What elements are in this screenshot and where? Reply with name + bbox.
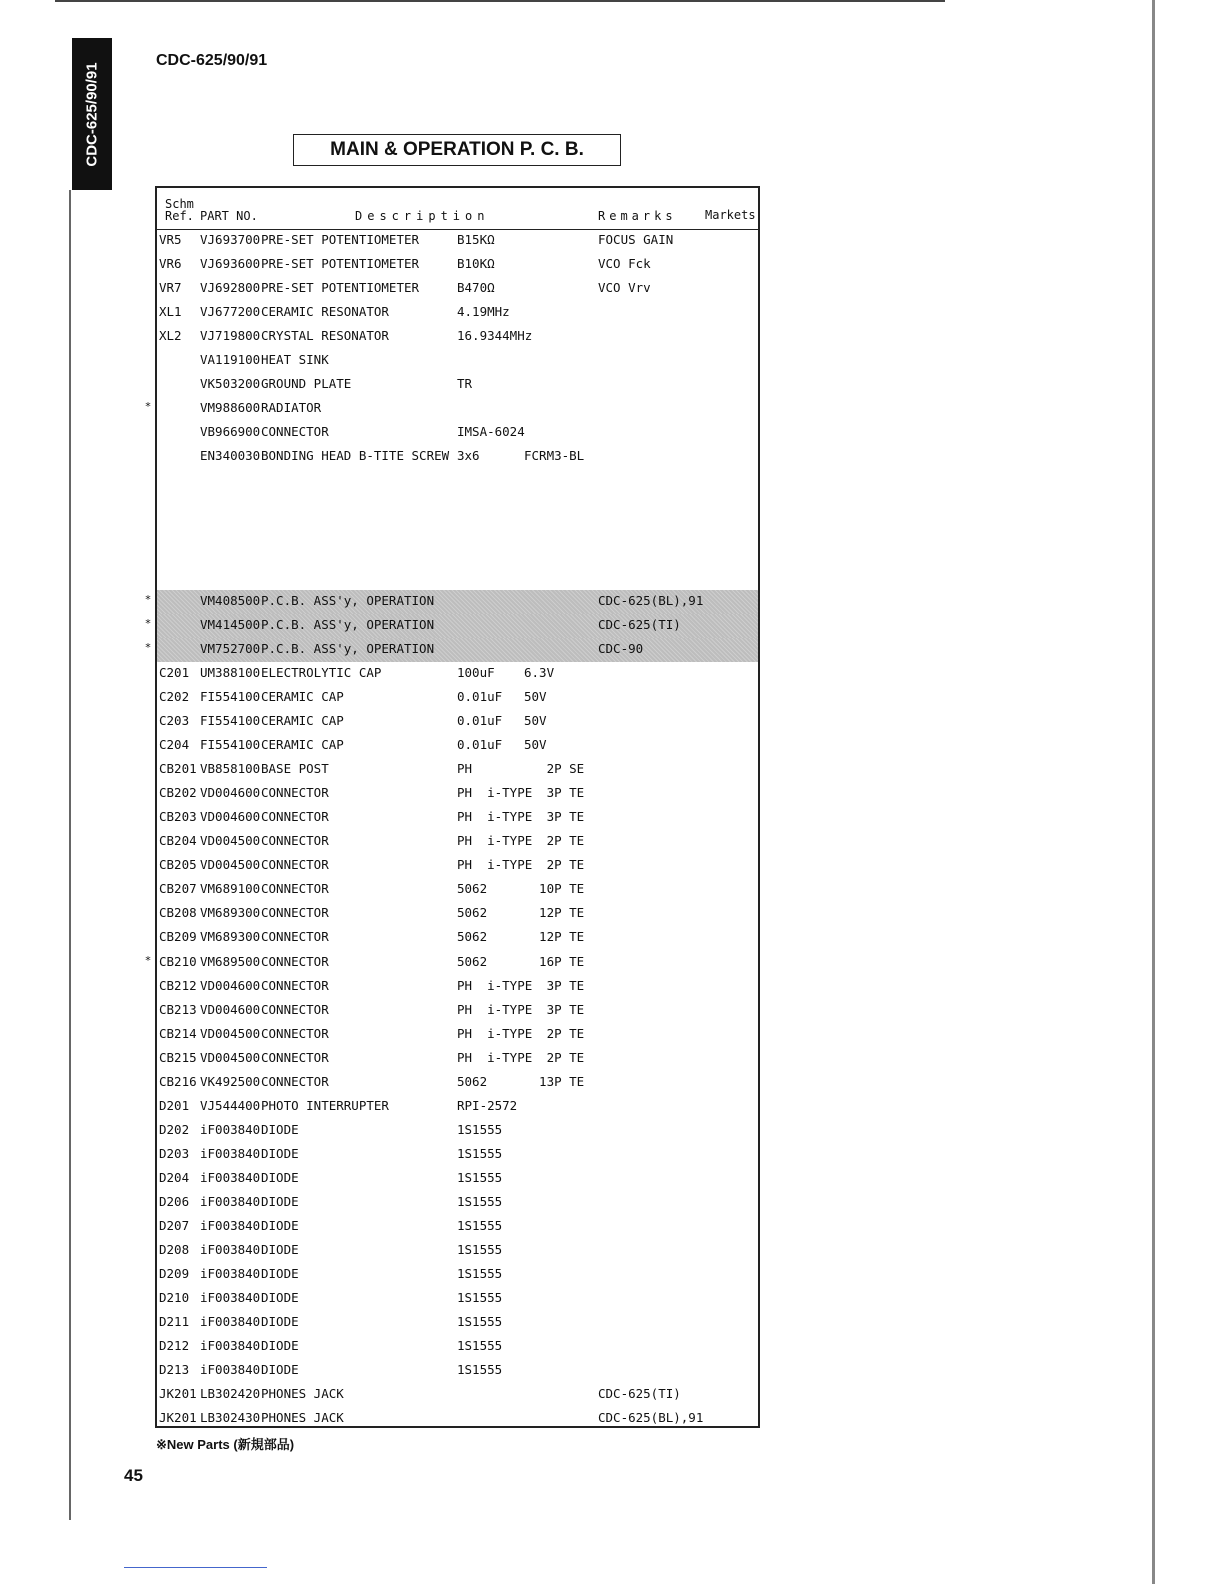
- cell-part-no: VM988600: [200, 400, 261, 416]
- cell-ref-no: D204: [159, 1169, 190, 1185]
- cell-description: DIODE: [261, 1314, 299, 1330]
- cell-description: CERAMIC CAP: [261, 713, 344, 728]
- cell-description: CONNECTOR: [261, 833, 329, 849]
- cell-part-no: VD004500: [200, 1049, 261, 1065]
- cell-spec: 1S1555: [457, 1218, 503, 1234]
- cell-part-no: iF003840: [200, 1314, 261, 1330]
- cell-remarks: CDC-625(BL),91: [598, 592, 704, 608]
- cell-spec: 100uF: [457, 664, 495, 680]
- table-row: [157, 349, 758, 373]
- cell-part-no: iF003840: [200, 1218, 261, 1234]
- cell-spec: 5062: [457, 929, 488, 945]
- cell-part-no: iF003840: [200, 1338, 261, 1354]
- table-row: [157, 1191, 758, 1215]
- cell-part-no: VD004600: [200, 785, 261, 801]
- cell-spec: B15KΩ: [457, 232, 495, 247]
- cell-part-no: iF003840: [200, 1290, 261, 1306]
- cell-part-no: VK492500: [200, 1073, 261, 1089]
- cell-part-no: VD004500: [200, 833, 261, 849]
- table-header: [157, 188, 758, 230]
- cell-spec-extra: 3P TE: [524, 1001, 585, 1017]
- cell-spec: IMSA-6024: [457, 424, 525, 440]
- cell-spec: 0.01uF: [457, 737, 503, 753]
- cell-remarks: FOCUS GAIN: [598, 232, 674, 247]
- cell-description: ELECTROLYTIC CAP: [261, 664, 382, 680]
- cell-spec: B470Ω: [457, 280, 495, 296]
- cell-description: CONNECTOR: [261, 785, 329, 801]
- cell-description: DIODE: [261, 1121, 299, 1137]
- cell-description: RADIATOR: [261, 400, 322, 416]
- table-row: [157, 638, 758, 662]
- cell-ref-no: D212: [159, 1338, 190, 1354]
- cell-spec-extra: 12P TE: [524, 929, 585, 945]
- cell-ref-no: CB209: [159, 929, 197, 945]
- table-row: [157, 470, 758, 494]
- cell-ref-no: CB202: [159, 785, 197, 801]
- cell-ref-no: CB213: [159, 1001, 197, 1017]
- cell-spec: RPI-2572: [457, 1097, 518, 1113]
- table-row: [157, 902, 758, 926]
- cell-ref-no: D209: [159, 1266, 190, 1282]
- cell-spec-extra: 13P TE: [524, 1073, 585, 1089]
- cell-spec: 1S1555: [457, 1338, 503, 1354]
- cell-spec: 5062: [457, 881, 488, 897]
- cell-ref-no: JK201: [159, 1410, 197, 1426]
- cell-ref-no: C204: [159, 737, 190, 753]
- table-row: [157, 1167, 758, 1191]
- cell-description: CONNECTOR: [261, 881, 329, 897]
- cell-part-no: VD004600: [200, 809, 261, 825]
- table-row: [157, 710, 758, 734]
- table-row: [157, 830, 758, 854]
- table-row: [157, 1335, 758, 1359]
- scan-edge-right: [1152, 0, 1155, 1584]
- cell-ref-no: CB208: [159, 905, 197, 921]
- cell-part-no: VK503200: [200, 376, 261, 392]
- table-row: [157, 542, 758, 566]
- table-row: [157, 494, 758, 518]
- table-row: [157, 662, 758, 686]
- cell-description: CONNECTOR: [261, 809, 329, 825]
- cell-ref-no: CB215: [159, 1049, 197, 1065]
- cell-remarks: CDC-625(BL),91: [598, 1410, 704, 1426]
- table-row: [157, 1239, 758, 1263]
- cell-spec-extra: 16P TE: [524, 953, 585, 969]
- cell-part-no: VM414500: [200, 616, 261, 632]
- cell-spec: 0.01uF: [457, 713, 503, 728]
- table-row: [157, 373, 758, 397]
- footnote: ※New Parts (新規部品): [156, 1437, 295, 1452]
- cell-part-no: VM408500: [200, 592, 261, 608]
- cell-spec-extra: 50V: [524, 713, 547, 728]
- cell-part-no: VJ719800: [200, 328, 261, 344]
- cell-ref-no: D201: [159, 1097, 190, 1113]
- cell-description: GROUND PLATE: [261, 376, 352, 392]
- cell-ref-no: D206: [159, 1194, 190, 1209]
- table-row: [157, 614, 758, 638]
- cell-spec-extra: 2P TE: [524, 857, 585, 873]
- cell-spec: 1S1555: [457, 1121, 503, 1137]
- cell-part-no: VJ544400: [200, 1097, 261, 1113]
- cell-description: DIODE: [261, 1290, 299, 1306]
- cell-spec-extra: 10P TE: [524, 881, 585, 897]
- cell-description: CERAMIC CAP: [261, 688, 344, 704]
- cell-description: BASE POST: [261, 761, 329, 777]
- cell-ref-no: C202: [159, 688, 190, 704]
- new-part-marker: *: [145, 640, 151, 654]
- table-row: [157, 854, 758, 878]
- parts-table: [155, 186, 760, 1428]
- cell-part-no: VM689500: [200, 953, 261, 969]
- cell-description: PRE-SET POTENTIOMETER: [261, 280, 420, 296]
- cell-spec-extra: 2P TE: [524, 833, 585, 849]
- header-schm-ref: [165, 198, 194, 222]
- cell-spec: TR: [457, 376, 473, 392]
- cell-ref-no: CB203: [159, 809, 197, 825]
- table-row: [157, 1047, 758, 1071]
- cell-spec: PH i-TYPE: [457, 857, 533, 873]
- cell-part-no: FI554100: [200, 737, 261, 753]
- side-tab-label: CDC-625/90/91: [83, 61, 101, 167]
- table-row: [157, 1071, 758, 1095]
- cell-spec: PH i-TYPE: [457, 1001, 533, 1017]
- cell-remarks: CDC-90: [598, 640, 644, 656]
- cell-description: PRE-SET POTENTIOMETER: [261, 256, 420, 272]
- cell-ref-no: VR6: [159, 256, 182, 272]
- table-row: [157, 1311, 758, 1335]
- cell-description: DIODE: [261, 1338, 299, 1354]
- cell-ref-no: CB216: [159, 1073, 197, 1089]
- cell-ref-no: CB201: [159, 761, 197, 777]
- cell-ref-no: C203: [159, 713, 190, 728]
- cell-spec: 1S1555: [457, 1314, 503, 1330]
- table-row: [157, 325, 758, 349]
- cell-ref-no: VR7: [159, 280, 182, 296]
- header-markets: Markets: [705, 208, 756, 222]
- cell-ref-no: CB212: [159, 977, 197, 993]
- header-schm: Schm: [165, 197, 194, 211]
- cell-spec: 1S1555: [457, 1194, 503, 1209]
- cell-part-no: VM752700: [200, 640, 261, 656]
- table-row: [157, 1287, 758, 1311]
- cell-description: PHONES JACK: [261, 1386, 344, 1402]
- cell-ref-no: VR5: [159, 232, 182, 247]
- cell-spec: PH i-TYPE: [457, 1049, 533, 1065]
- table-row: [157, 590, 758, 614]
- cell-description: CONNECTOR: [261, 857, 329, 873]
- cell-spec: PH i-TYPE: [457, 833, 533, 849]
- cell-description: CONNECTOR: [261, 424, 329, 440]
- cell-spec: 1S1555: [457, 1362, 503, 1378]
- page-number: 45: [124, 1466, 143, 1485]
- cell-description: PRE-SET POTENTIOMETER: [261, 232, 420, 247]
- cell-remarks: VCO Vrv: [598, 280, 651, 296]
- new-part-marker: *: [145, 400, 151, 414]
- cell-description: CERAMIC RESONATOR: [261, 304, 389, 320]
- cell-ref-no: CB207: [159, 881, 197, 897]
- cell-part-no: VJ693600: [200, 256, 261, 272]
- cell-description: DIODE: [261, 1169, 299, 1185]
- cell-spec: 0.01uF: [457, 688, 503, 704]
- cell-spec-extra: 3P TE: [524, 809, 585, 825]
- cell-spec-extra: 3P TE: [524, 785, 585, 801]
- cell-description: DIODE: [261, 1362, 299, 1378]
- cell-ref-no: CB205: [159, 857, 197, 873]
- cell-part-no: VJ677200: [200, 304, 261, 320]
- cell-spec: 16.9344MHz: [457, 328, 533, 344]
- cell-description: P.C.B. ASS'y, OPERATION: [261, 616, 435, 632]
- cell-description: CONNECTOR: [261, 929, 329, 945]
- cell-part-no: iF003840: [200, 1194, 261, 1209]
- header-remarks: Remarks: [598, 209, 677, 223]
- page-title: MAIN & OPERATION P. C. B.: [293, 134, 621, 166]
- table-row: [157, 1023, 758, 1047]
- cell-description: DIODE: [261, 1266, 299, 1282]
- cell-spec: 1S1555: [457, 1290, 503, 1306]
- cell-part-no: iF003840: [200, 1242, 261, 1258]
- table-row: [157, 518, 758, 542]
- cell-part-no: LB302430: [200, 1410, 261, 1426]
- table-row: [157, 1383, 758, 1407]
- table-row: [157, 421, 758, 445]
- cell-part-no: FI554100: [200, 713, 261, 728]
- table-row: [157, 1119, 758, 1143]
- header-part-no: PART NO.: [200, 209, 258, 223]
- cell-ref-no: CB214: [159, 1025, 197, 1041]
- cell-part-no: LB302420: [200, 1386, 261, 1402]
- cell-ref-no: C201: [159, 664, 190, 680]
- cell-description: P.C.B. ASS'y, OPERATION: [261, 640, 435, 656]
- cell-spec-extra: 2P TE: [524, 1025, 585, 1041]
- table-row: [157, 397, 758, 421]
- table-row: [157, 1215, 758, 1239]
- cell-part-no: FI554100: [200, 688, 261, 704]
- cell-part-no: VM689100: [200, 881, 261, 897]
- cell-part-no: VB858100: [200, 761, 261, 777]
- table-row: [157, 999, 758, 1023]
- table-row: [157, 1143, 758, 1167]
- cell-description: DIODE: [261, 1145, 299, 1161]
- cell-spec: PH: [457, 761, 473, 777]
- cell-ref-no: D213: [159, 1362, 190, 1378]
- cell-spec-extra: 6.3V: [524, 664, 555, 680]
- cell-ref-no: D211: [159, 1314, 190, 1330]
- scan-edge-bottom: [124, 1567, 267, 1568]
- cell-spec: 5062: [457, 1073, 488, 1089]
- table-row: [157, 951, 758, 975]
- cell-spec-extra: 50V: [524, 737, 547, 753]
- cell-description: DIODE: [261, 1242, 299, 1258]
- cell-ref-no: CB204: [159, 833, 197, 849]
- table-row: [157, 975, 758, 999]
- cell-part-no: VD004600: [200, 1001, 261, 1017]
- cell-ref-no: D203: [159, 1145, 190, 1161]
- table-row: [157, 1263, 758, 1287]
- cell-description: DIODE: [261, 1218, 299, 1234]
- cell-part-no: VD004500: [200, 857, 261, 873]
- cell-ref-no: D202: [159, 1121, 190, 1137]
- cell-part-no: iF003840: [200, 1169, 261, 1185]
- cell-description: CONNECTOR: [261, 1049, 329, 1065]
- cell-spec: 1S1555: [457, 1169, 503, 1185]
- table-row: [157, 806, 758, 830]
- cell-part-no: VJ693700: [200, 232, 261, 247]
- table-row: [157, 1095, 758, 1119]
- cell-spec: 1S1555: [457, 1242, 503, 1258]
- table-row: [157, 782, 758, 806]
- side-tab: [72, 38, 112, 190]
- cell-spec: PH i-TYPE: [457, 785, 533, 801]
- table-row: [157, 758, 758, 782]
- table-row: [157, 926, 758, 950]
- table-row: [157, 734, 758, 758]
- cell-part-no: iF003840: [200, 1121, 261, 1137]
- cell-remarks: VCO Fck: [598, 256, 651, 272]
- new-part-marker: *: [145, 953, 151, 967]
- cell-remarks: CDC-625(TI): [598, 616, 681, 632]
- cell-description: PHOTO INTERRUPTER: [261, 1097, 389, 1113]
- cell-description: BONDING HEAD B-TITE SCREW: [261, 448, 450, 464]
- cell-part-no: VD004500: [200, 1025, 261, 1041]
- cell-spec-extra: 3P TE: [524, 977, 585, 993]
- cell-description: CONNECTOR: [261, 1025, 329, 1041]
- cell-part-no: iF003840: [200, 1362, 261, 1378]
- cell-spec: 5062: [457, 905, 488, 921]
- cell-spec: PH i-TYPE: [457, 1025, 533, 1041]
- table-row: [157, 566, 758, 590]
- cell-spec: 5062: [457, 953, 488, 969]
- header-ref: Ref.: [165, 209, 194, 223]
- cell-remarks: CDC-625(TI): [598, 1386, 681, 1402]
- cell-ref-no: CB210: [159, 953, 197, 969]
- cell-description: P.C.B. ASS'y, OPERATION: [261, 592, 435, 608]
- cell-spec: PH i-TYPE: [457, 809, 533, 825]
- cell-part-no: VM689300: [200, 929, 261, 945]
- cell-spec: PH i-TYPE: [457, 977, 533, 993]
- cell-part-no: VM689300: [200, 905, 261, 921]
- table-row: [157, 229, 758, 253]
- cell-spec-extra: 2P TE: [524, 1049, 585, 1065]
- model-header: CDC-625/90/91: [156, 52, 268, 69]
- table-row: [157, 1359, 758, 1383]
- table-row: [157, 878, 758, 902]
- new-part-marker: *: [145, 616, 151, 630]
- cell-part-no: VB966900: [200, 424, 261, 440]
- cell-part-no: VA119100: [200, 352, 261, 368]
- table-row: [157, 445, 758, 469]
- cell-description: DIODE: [261, 1194, 299, 1209]
- cell-description: CONNECTOR: [261, 1001, 329, 1017]
- cell-spec-extra: 12P TE: [524, 905, 585, 921]
- cell-part-no: EN340030: [200, 448, 261, 464]
- cell-ref-no: D208: [159, 1242, 190, 1258]
- cell-part-no: iF003840: [200, 1266, 261, 1282]
- new-part-marker: *: [145, 592, 151, 606]
- cell-ref-no: D207: [159, 1218, 190, 1234]
- cell-description: CERAMIC CAP: [261, 737, 344, 753]
- cell-description: CRYSTAL RESONATOR: [261, 328, 389, 344]
- scan-edge-left: [69, 190, 71, 1520]
- table-row: [157, 686, 758, 710]
- table-row: [157, 253, 758, 277]
- cell-spec: 1S1555: [457, 1145, 503, 1161]
- cell-ref-no: XL1: [159, 304, 182, 320]
- table-row: [157, 301, 758, 325]
- cell-part-no: VJ692800: [200, 280, 261, 296]
- cell-spec: 4.19MHz: [457, 304, 510, 320]
- cell-description: CONNECTOR: [261, 977, 329, 993]
- cell-description: HEAT SINK: [261, 352, 329, 368]
- cell-ref-no: XL2: [159, 328, 182, 344]
- cell-part-no: VD004600: [200, 977, 261, 993]
- cell-part-no: iF003840: [200, 1145, 261, 1161]
- cell-spec-extra: 50V: [524, 688, 547, 704]
- cell-spec: 1S1555: [457, 1266, 503, 1282]
- cell-description: PHONES JACK: [261, 1410, 344, 1426]
- scan-edge-top: [55, 0, 945, 2]
- cell-spec-extra: 2P SE: [524, 761, 585, 777]
- cell-ref-no: D210: [159, 1290, 190, 1306]
- table-row: [157, 1407, 758, 1431]
- cell-ref-no: JK201: [159, 1386, 197, 1402]
- cell-spec: B10KΩ: [457, 256, 495, 272]
- cell-description: CONNECTOR: [261, 905, 329, 921]
- header-description: Description: [355, 209, 490, 223]
- cell-part-no: UM388100: [200, 664, 261, 680]
- cell-spec-extra: FCRM3-BL: [524, 448, 585, 464]
- cell-description: CONNECTOR: [261, 953, 329, 969]
- table-row: [157, 277, 758, 301]
- cell-description: CONNECTOR: [261, 1073, 329, 1089]
- cell-spec: 3x6: [457, 448, 480, 464]
